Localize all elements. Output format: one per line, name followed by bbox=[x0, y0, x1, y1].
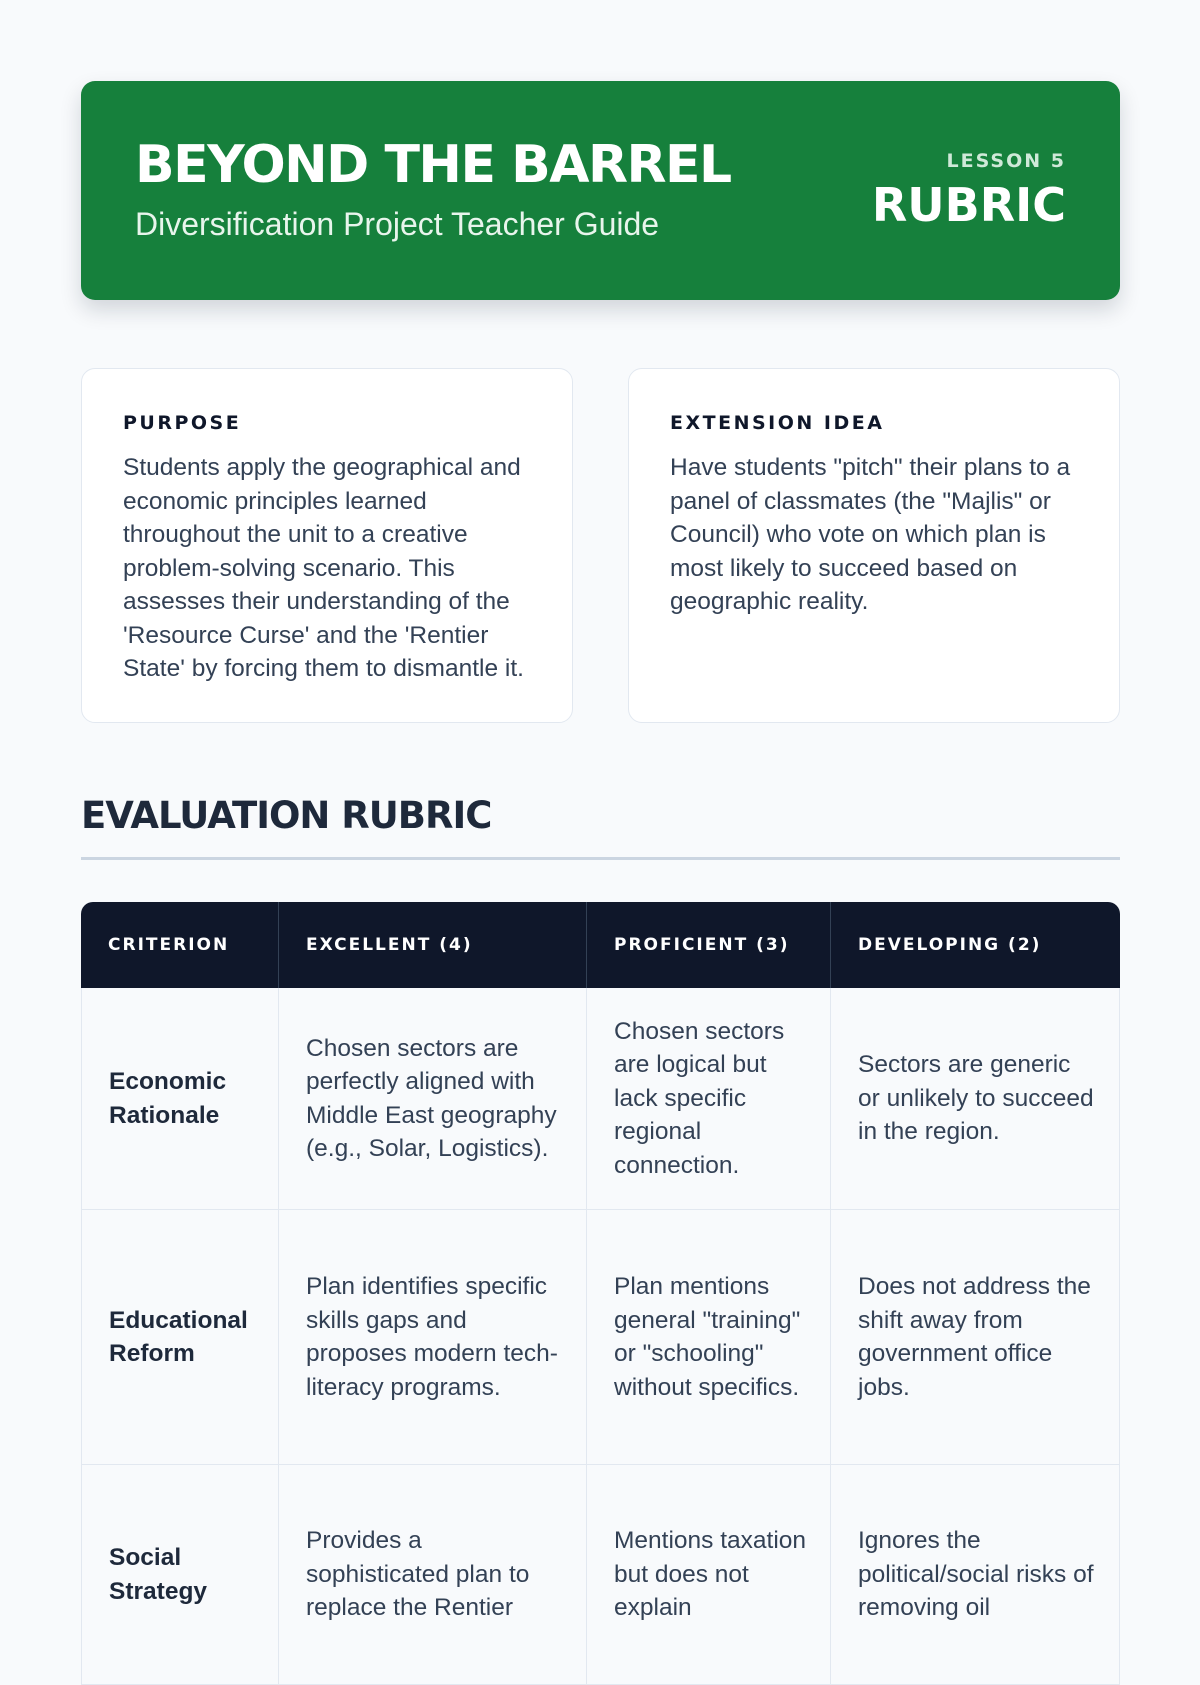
document-type-label: RUBRIC bbox=[871, 178, 1066, 232]
criterion-cell: Social Strategy bbox=[81, 1465, 279, 1685]
excellent-cell: Provides a sophisticated plan to replace the Rentier bbox=[279, 1465, 587, 1685]
proficient-cell: Plan mentions general "training" or "schooling" without specifics. bbox=[587, 1210, 831, 1465]
column-header-developing: DEVELOPING (2) bbox=[831, 902, 1120, 988]
table-row bbox=[81, 1465, 1120, 1685]
document-title: BEYOND THE BARREL bbox=[135, 135, 731, 195]
section-divider bbox=[81, 857, 1120, 860]
lesson-label: LESSON 5 bbox=[946, 150, 1066, 172]
developing-cell: Sectors are generic or unlikely to succeed in the region. bbox=[831, 988, 1120, 1210]
table-header-row bbox=[81, 902, 1120, 988]
lesson-block bbox=[872, 149, 1066, 233]
criterion-cell: Economic Rationale bbox=[81, 988, 279, 1210]
rubric-section-title: EVALUATION RUBRIC bbox=[81, 794, 492, 837]
criterion-cell: Educational Reform bbox=[81, 1210, 279, 1465]
developing-cell: Does not address the shift away from government office jobs. bbox=[831, 1210, 1120, 1465]
header-banner bbox=[81, 81, 1120, 300]
table-row bbox=[81, 1210, 1120, 1465]
rubric-table bbox=[81, 902, 1120, 1685]
proficient-cell: Chosen sectors are logical but lack specific regional connection. bbox=[587, 988, 831, 1210]
purpose-heading: PURPOSE bbox=[123, 412, 242, 434]
column-header-criterion: CRITERION bbox=[81, 902, 279, 988]
excellent-cell: Plan identifies specific skills gaps and proposes modern tech-literacy programs. bbox=[279, 1210, 587, 1465]
developing-cell: Ignores the political/social risks of removing oil bbox=[831, 1465, 1120, 1685]
table-row bbox=[81, 988, 1120, 1210]
excellent-cell: Chosen sectors are perfectly aligned with Middle East geography (e.g., Solar, Logistics). bbox=[279, 988, 587, 1210]
extension-card bbox=[628, 368, 1120, 723]
purpose-body: Students apply the geographical and economic principles learned throughout the unit to a creative problem-solving scenario. This assesses their understanding of the 'Resource Curse' and the 'Rentier State' by forcing them to dismantle it. bbox=[123, 454, 524, 682]
purpose-card bbox=[81, 368, 573, 723]
proficient-cell: Mentions taxation but does not explain bbox=[587, 1465, 831, 1685]
document-subtitle: Diversification Project Teacher Guide bbox=[135, 206, 660, 242]
extension-heading: EXTENSION IDEA bbox=[670, 412, 885, 434]
column-header-proficient: PROFICIENT (3) bbox=[587, 902, 831, 988]
extension-body: Have students "pitch" their plans to a panel of classmates (the "Majlis" or Council) who vote on which plan is most likely to succeed based on geographic reality. bbox=[670, 454, 1071, 615]
column-header-excellent: EXCELLENT (4) bbox=[279, 902, 587, 988]
